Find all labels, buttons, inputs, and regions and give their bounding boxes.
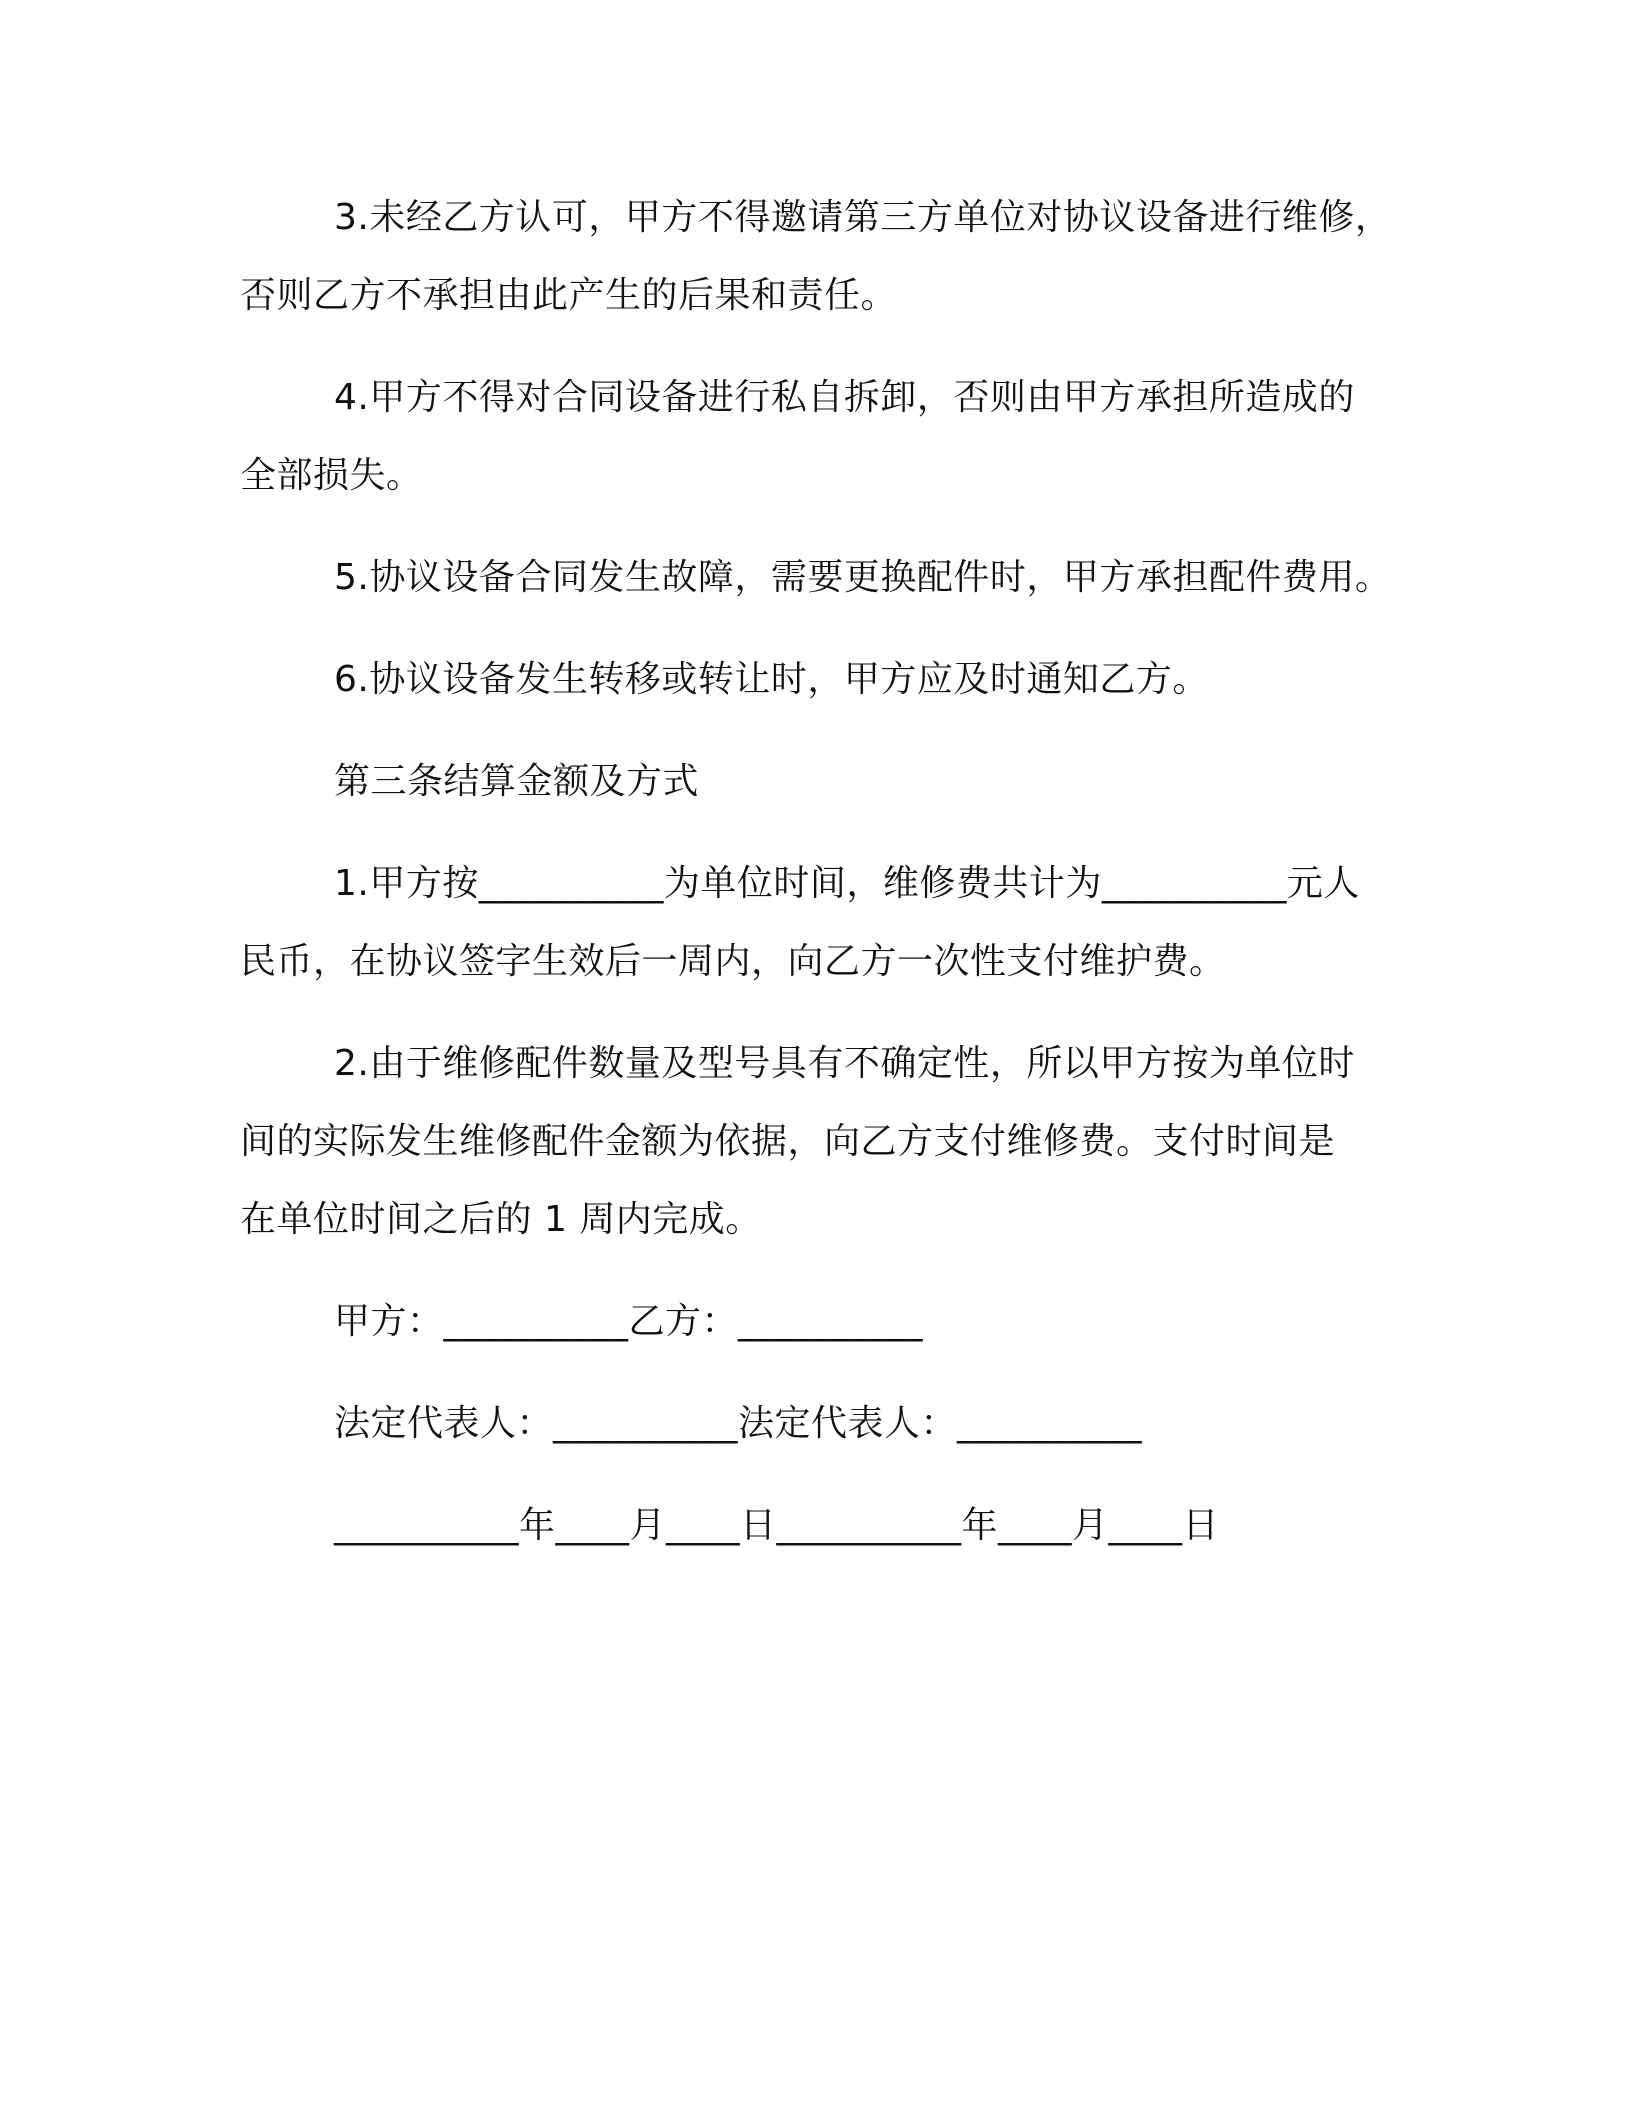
clause-3-heading: 第三条结算金额及方式 xyxy=(334,761,700,802)
clause-3-item-2-line-1: 2.由于维修配件数量及型号具有不确定性，所以甲方按为单位时 xyxy=(334,1043,1355,1084)
clause-2-item-3-line-1: 3.未经乙方认可，甲方不得邀请第三方单位对协议设备进行维修， xyxy=(334,197,1392,238)
clause-2-item-6: 6.协议设备发生转移或转让时，甲方应及时通知乙方。 xyxy=(334,659,1209,700)
clause-2-item-5: 5.协议设备合同发生故障，需要更换配件时，甲方承担配件费用。 xyxy=(334,557,1392,598)
clause-2-item-3-line-2: 否则乙方不承担由此产生的后果和责任。 xyxy=(240,275,898,316)
party-signature-line: 甲方：__________乙方：__________ xyxy=(334,1301,924,1342)
clause-3-item-2-line-3: 在单位时间之后的 1 周内完成。 xyxy=(240,1199,762,1240)
date-line: __________年____月____日__________年____月____日 xyxy=(334,1505,1219,1546)
clause-2-item-4-line-2: 全部损失。 xyxy=(240,455,423,496)
clause-2-item-4-line-1: 4.甲方不得对合同设备进行私自拆卸，否则由甲方承担所造成的 xyxy=(334,377,1355,418)
legal-representative-line: 法定代表人：__________法定代表人：__________ xyxy=(334,1403,1143,1444)
clause-3-item-2-line-2: 间的实际发生维修配件金额为依据，向乙方支付维修费。支付时间是 xyxy=(240,1121,1336,1162)
clause-3-item-1-line-1: 1.甲方按__________为单位时间，维修费共计为__________元人 xyxy=(334,863,1360,904)
clause-3-item-1-line-2: 民币，在协议签字生效后一周内，向乙方一次性支付维护费。 xyxy=(240,941,1226,982)
